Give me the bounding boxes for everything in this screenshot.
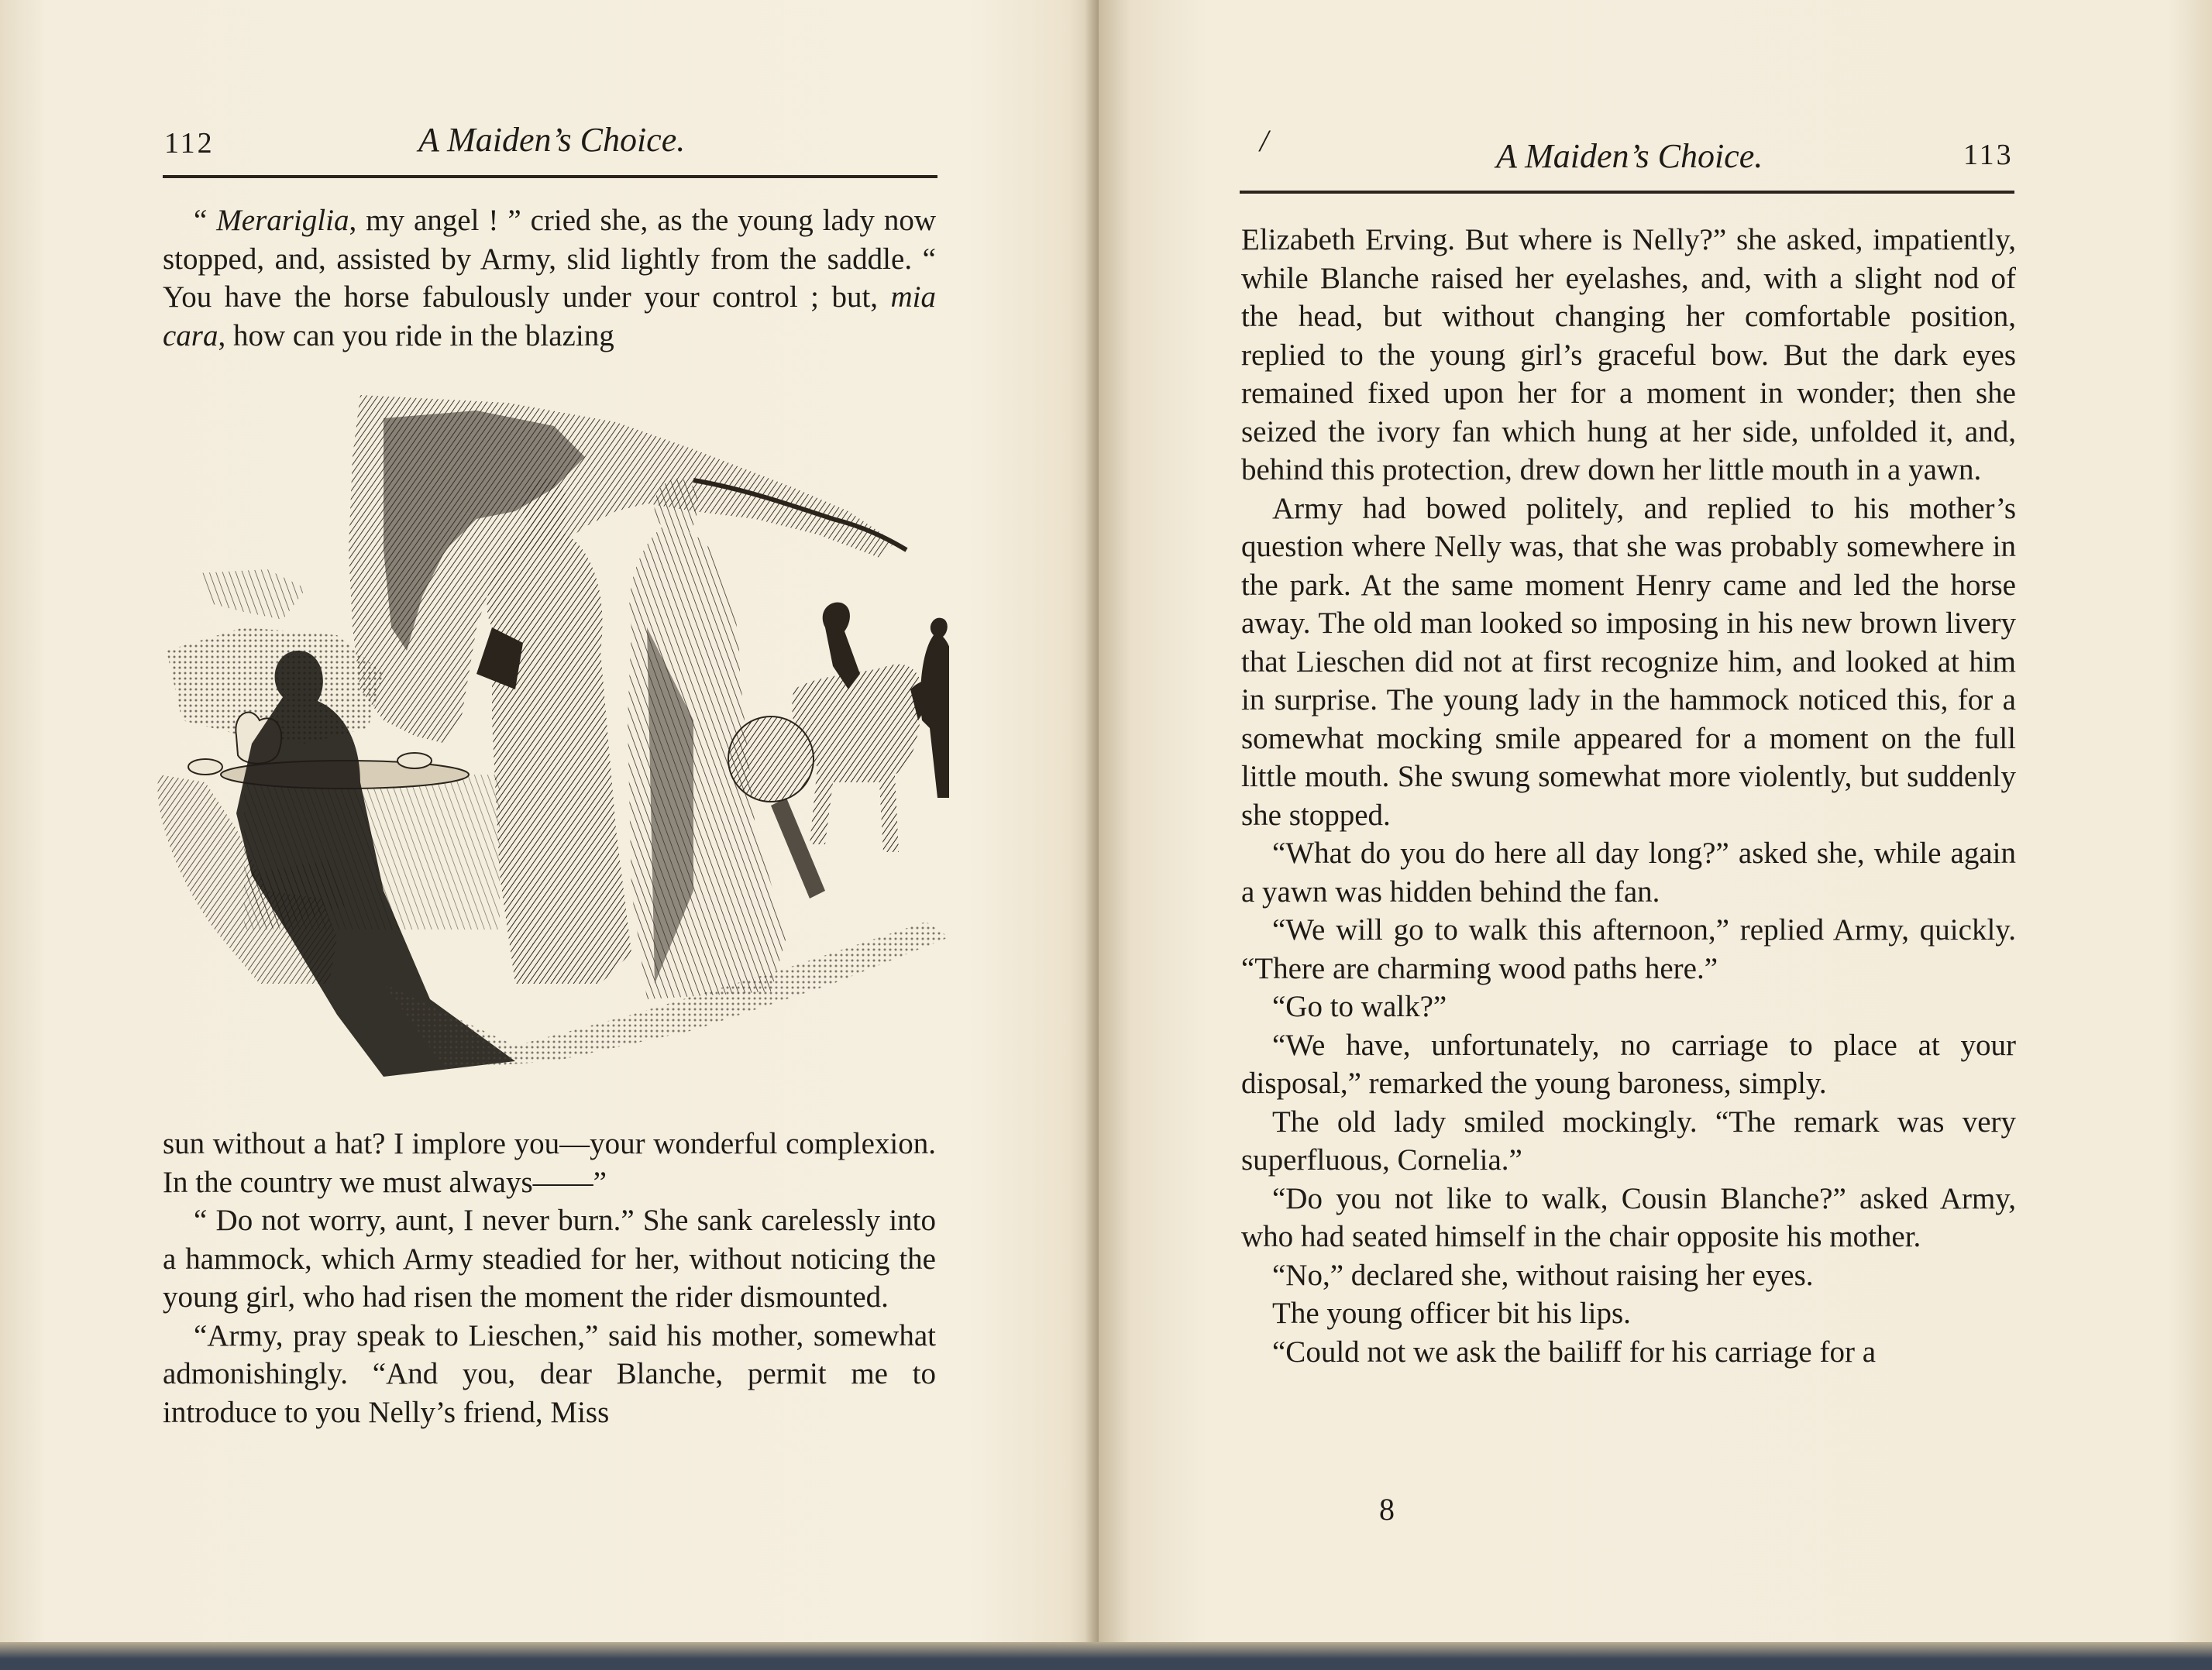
header-rule-left [163,175,937,178]
paragraph: Army had bowed politely, and replied to his mother’s question where Nelly was, that she was probably somewhere in the park. At the same moment Henry came and led the horse away. The old man looked so imposing in his new brown livery that Lieschen did not at first recognize him, and looked at him in surprise. The young lady in the hammock noticed this, for a somewhat mocking smile appeared for a moment on the full little mouth. She swung somewhat more violently, but suddenly she stopped. [1241,491,2016,832]
italic-phrase: Merariglia [216,204,349,237]
paragraph: “What do you do here all day long?” asked she, while again a yawn was hidden behind the fan. [1241,837,2016,909]
paragraph: “Army, pray speak to Lieschen,” said his mother, somewhat admonishingly. “And you, dear Blanche, permit me to introduce to you Nelly’s friend, Miss [163,1318,936,1429]
left-top-text [163,201,936,355]
paragraph: The old lady smiled mockingly. “The remark was very superfluous, Cornelia.” [1241,1105,2016,1177]
paragraph: The young officer bit his lips. [1272,1297,1631,1330]
paragraph: sun without a hat? I implore you—your wonderful complexion. In the country we must always——” [163,1127,936,1199]
signature-mark: 8 [1379,1492,1395,1527]
page-number-right: 113 [1963,139,2014,171]
page-number-left: 112 [164,127,215,160]
book-bottom-edge [0,1642,2212,1670]
paragraph: “We will go to walk this afternoon,” replied Army, quickly. “There are charming wood paths here.” [1241,913,2016,985]
running-title-left: A Maiden’s Choice. [418,121,686,159]
paragraph: “ Merariglia, my angel ! ” cried she, as the young lady now stopped, and, assisted by Army, slid lightly from the saddle. “ You have the horse fabulously under your control ; but, mia cara, how can you ride in the blazing [163,204,936,352]
left-page [0,0,1102,1648]
italic-phrase: mia cara [163,280,936,352]
engraving-illustration [151,395,949,1092]
paragraph: “Do you not like to walk, Cousin Blanche?” asked Army, who had seated himself in the chair opposite his mother. [1241,1181,2016,1253]
paragraph: “No,” declared she, without raising her eyes. [1272,1258,1814,1292]
paragraph: “Go to walk?” [1272,990,1447,1023]
header-rule-right [1240,191,2014,194]
stray-mark: / [1260,123,1269,158]
paragraph: “ Do not worry, aunt, I never burn.” She sank carelessly into a hammock, which Army steadied for her, without noticing the young girl, who had risen the moment the rider dismounted. [163,1204,936,1314]
left-bottom-text [163,1125,936,1431]
paragraph: “Could not we ask the bailiff for his carriage for a [1272,1335,1877,1369]
paragraph: “We have, unfortunately, no carriage to place at your disposal,” remarked the young baroness, simply. [1241,1028,2016,1100]
running-title-right: A Maiden’s Choice. [1496,137,1763,175]
right-page [1099,0,2212,1648]
paragraph: Elizabeth Erving. But where is Nelly?” she asked, impatiently, while Blanche raised her eyelashes, and, with a slight nod of the head, but without changing her comfortable position, replied to the young girl’s graceful bow. But the dark eyes remained fixed upon her for a moment in wonder; then she seized the ivory fan which hung at her side, unfolded it, and, behind this protection, drew down her little mouth in a yawn. [1241,223,2016,486]
right-body-text [1241,221,2016,1371]
